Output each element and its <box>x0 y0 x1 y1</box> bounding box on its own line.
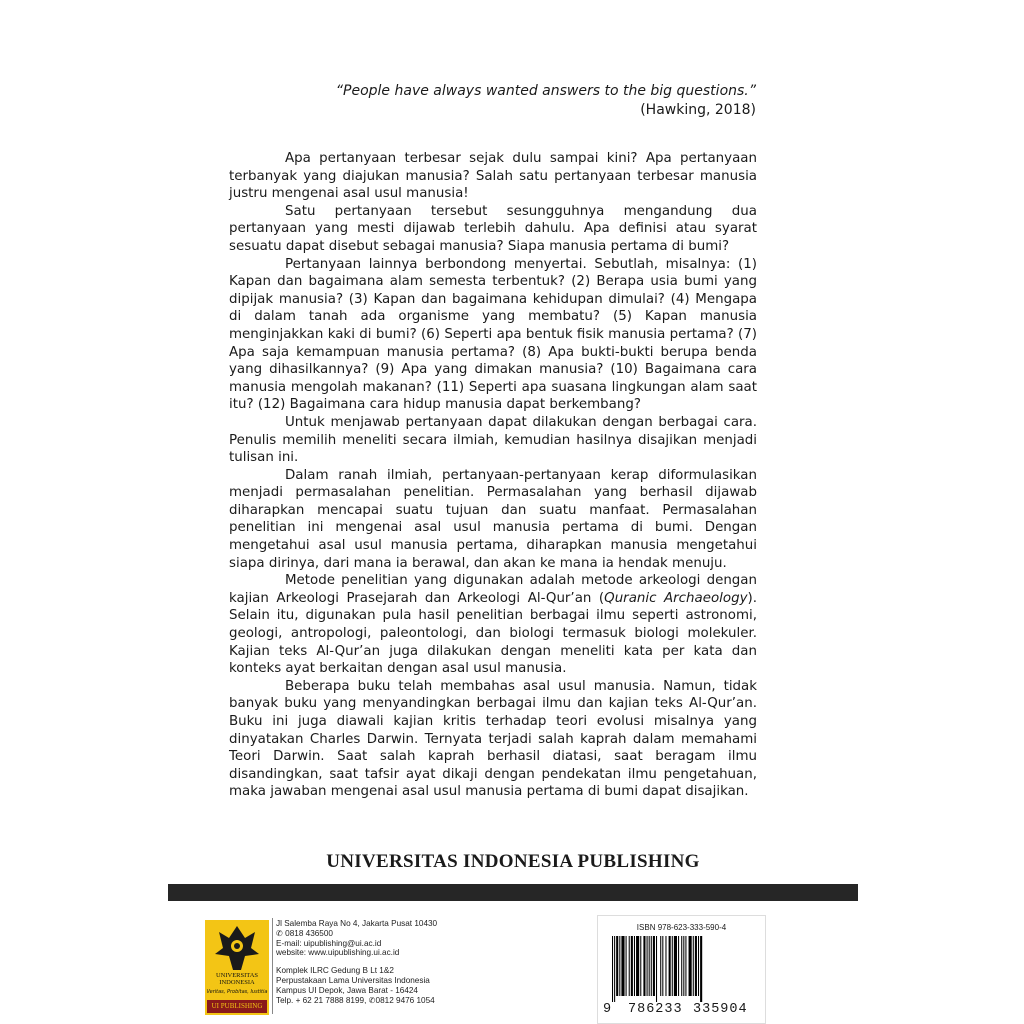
barcode-bar <box>647 936 648 996</box>
paragraph-text: Metode penelitian yang digunakan adalah metode arkeologi dengan kajian Arkeologi Prasejarah dan Arkeologi Al-Qur’an ( <box>229 573 757 606</box>
phone: 0818 436500 <box>285 928 333 938</box>
logo-line: UNIVERSITAS <box>215 972 259 979</box>
barcode-bar <box>665 936 666 996</box>
website: website: www.uipublishing.ui.ac.id <box>276 948 400 958</box>
epigraph-quote: “People have always wanted answers to the big questions.” <box>335 83 756 99</box>
paragraph: Dalam ranah ilmiah, pertanyaan-pertanyaan kerap diformulasikan menjadi permasalahan penelitian. Permasalahan yang berhasil dijawab diharapkan mencapai suatu tujuan dan suatu manfaat. Permasalahan penelitian ini mengenai asal usul manusia pertama di bumi. Dengan mengetahui asal usul manusia pertama, diharapkan manusia mengetahui siapa dirinya, dari mana ia berawal, dan akan ke mana ia hendak menuju. <box>229 467 757 571</box>
barcode-bar <box>634 936 635 996</box>
logo-line: INDONESIA <box>219 979 255 986</box>
barcode-bar <box>693 936 694 996</box>
barcode-icon <box>612 936 752 1002</box>
barcode-bar <box>681 936 682 996</box>
barcode-bar <box>660 936 661 996</box>
isbn-label: ISBN 978-623-333-590-4 <box>636 923 727 932</box>
barcode-bar <box>640 936 641 996</box>
logo-publishing-label: UI PUBLISHING <box>207 1000 267 1013</box>
barcode-bar <box>621 936 624 996</box>
phone-line <box>276 996 437 1006</box>
paragraph: Beberapa buku telah membahas asal usul manusia. Namun, tidak banyak buku yang menyandingkan berbagai ilmu dan kajian teks Al-Qur’an. Buku ini juga diawali kajian kritis terhadap teori evolusi misalnya yang dinyatakan Charles Darwin. Ternyata terjadi salah kaprah dalam memahami Teori Darwin. Saat salah kaprah berhasil diatasi, saat beragam ilmu disandingkan, saat tafsir ayat dikaji dengan pendekatan ilmu pengetahuan, maka jawaban mengenai asal usul manusia pertama di bumi dapat disajikan. <box>229 678 757 800</box>
barcode-bar <box>672 936 673 996</box>
isbn-digit-group: 335904 <box>693 1002 748 1017</box>
isbn-block <box>597 915 766 1024</box>
isbn-digit-first: 9 <box>603 1002 613 1017</box>
divider-bar <box>168 884 858 901</box>
address: Perpustakaan Lama Universitas Indonesia <box>276 975 430 985</box>
address: Komplek ILRC Gedung B Lt 1&2 <box>276 966 394 976</box>
barcode-bar <box>662 936 663 996</box>
barcode-bar <box>656 936 657 1002</box>
publisher-name: UNIVERSITAS INDONESIA PUBLISHING <box>326 851 700 872</box>
epigraph <box>300 82 756 120</box>
paragraph: Untuk menjawab pertanyaan dapat dilakukan dengan berbagai cara. Penulis memilih meneliti secara ilmiah, kemudian hasilnya disajikan menjadi tulisan ini. <box>229 414 757 466</box>
barcode-bar <box>698 936 699 996</box>
italic-term: Quranic Archaeology <box>604 590 748 606</box>
email: E-mail: uipublishing@ui.ac.id <box>276 938 382 948</box>
barcode-bar <box>612 936 613 1002</box>
address: Jl Salemba Raya No 4, Jakarta Pusat 10430 <box>276 919 438 928</box>
contact-divider <box>272 918 273 1014</box>
barcode-bar <box>651 936 652 996</box>
paragraph: Apa pertanyaan terbesar sejak dulu sampai kini? Apa pertanyaan terbanyak yang diajukan manusia? Salah satu pertanyaan terbesar manusia justru mengenai asal usul manusia! <box>229 151 757 202</box>
paragraph: Pertanyaan lainnya berbondong menyertai. Sebutlah, misalnya: (1) Kapan dan bagaimana alam semesta terbentuk? (2) Berapa usia bumi yang dipijak manusia? (3) Kapan dan bagaimana kehidupan dimulai? (4) Mengapa di dalam tanah ada organisme yang membatu? (5) Kapan manusia menginjakkan kaki di bumi? (6) Seperti apa bentuk fisik manusia pertama? (7) Apa saja kemampuan manusia pertama? (8) Apa bukti-bukti berupa benda yang dihasilkannya? (9) Apa yang dimakan manusia? (10) Bagaimana cara manusia mengolah makanan? (11) Seperti apa suasana lingkungan alam saat itu? (12) Bagaimana cara hidup manusia dapat berkembang? <box>229 256 757 413</box>
paragraph: Satu pertanyaan tersebut sesungguhnya mengandung dua pertanyaan yang mesti dijawab terlebih dahulu. Apa definisi atau syarat sesuatu dapat disebut sebagai manusia? Siapa manusia pertama di bumi? <box>229 203 757 254</box>
barcode-bar <box>616 936 618 996</box>
logo-motto: Veritas, Probitas, Iustitia <box>206 989 268 995</box>
barcode-bar <box>649 936 650 996</box>
barcode-bar <box>689 936 692 996</box>
logo-university-name <box>205 972 269 986</box>
barcode-bar <box>700 936 702 1002</box>
barcode-bar <box>614 936 615 1002</box>
barcode-bar <box>669 936 671 996</box>
whatsapp-icon: ✆ <box>276 928 283 938</box>
synopsis <box>229 150 757 801</box>
phone: Telp. + 62 21 7888 8199, <box>276 995 367 1005</box>
barcode-bar <box>631 936 633 996</box>
barcode-bar <box>643 936 645 996</box>
barcode-bar <box>636 936 639 996</box>
paragraph <box>229 572 757 678</box>
contact-info <box>276 919 437 1005</box>
barcode-bar <box>653 936 655 996</box>
barcode-bar <box>695 936 697 996</box>
barcode-bar <box>674 936 677 996</box>
phone-line <box>276 929 437 939</box>
epigraph-citation: (Hawking, 2018) <box>640 102 756 118</box>
makara-emblem-icon <box>211 924 263 972</box>
isbn-digit-group: 786233 <box>628 1002 683 1017</box>
barcode-bar <box>619 936 620 996</box>
ui-publishing-logo <box>205 920 269 1015</box>
barcode-bar <box>685 936 686 996</box>
barcode-bar <box>678 936 679 996</box>
barcode-bar <box>629 936 630 996</box>
paragraph-text: ). Selain itu, digunakan pula hasil penelitian berbagai ilmu seperti astronomi, geologi, antropologi, paleontologi, dan biologi termasuk biologi molekuler. Kajian teks Al-Qur’an juga dilakukan dengan meneliti kata per kata dan konteks ayat berkaitan dengan asal usul manusia. <box>229 590 757 677</box>
phone: 0812 9476 1054 <box>375 995 435 1005</box>
address: Kampus UI Depok, Jawa Barat - 16424 <box>276 985 418 995</box>
whatsapp-icon: ✆ <box>368 995 376 1005</box>
barcode-bar <box>683 936 684 996</box>
barcode-bar <box>626 936 627 996</box>
